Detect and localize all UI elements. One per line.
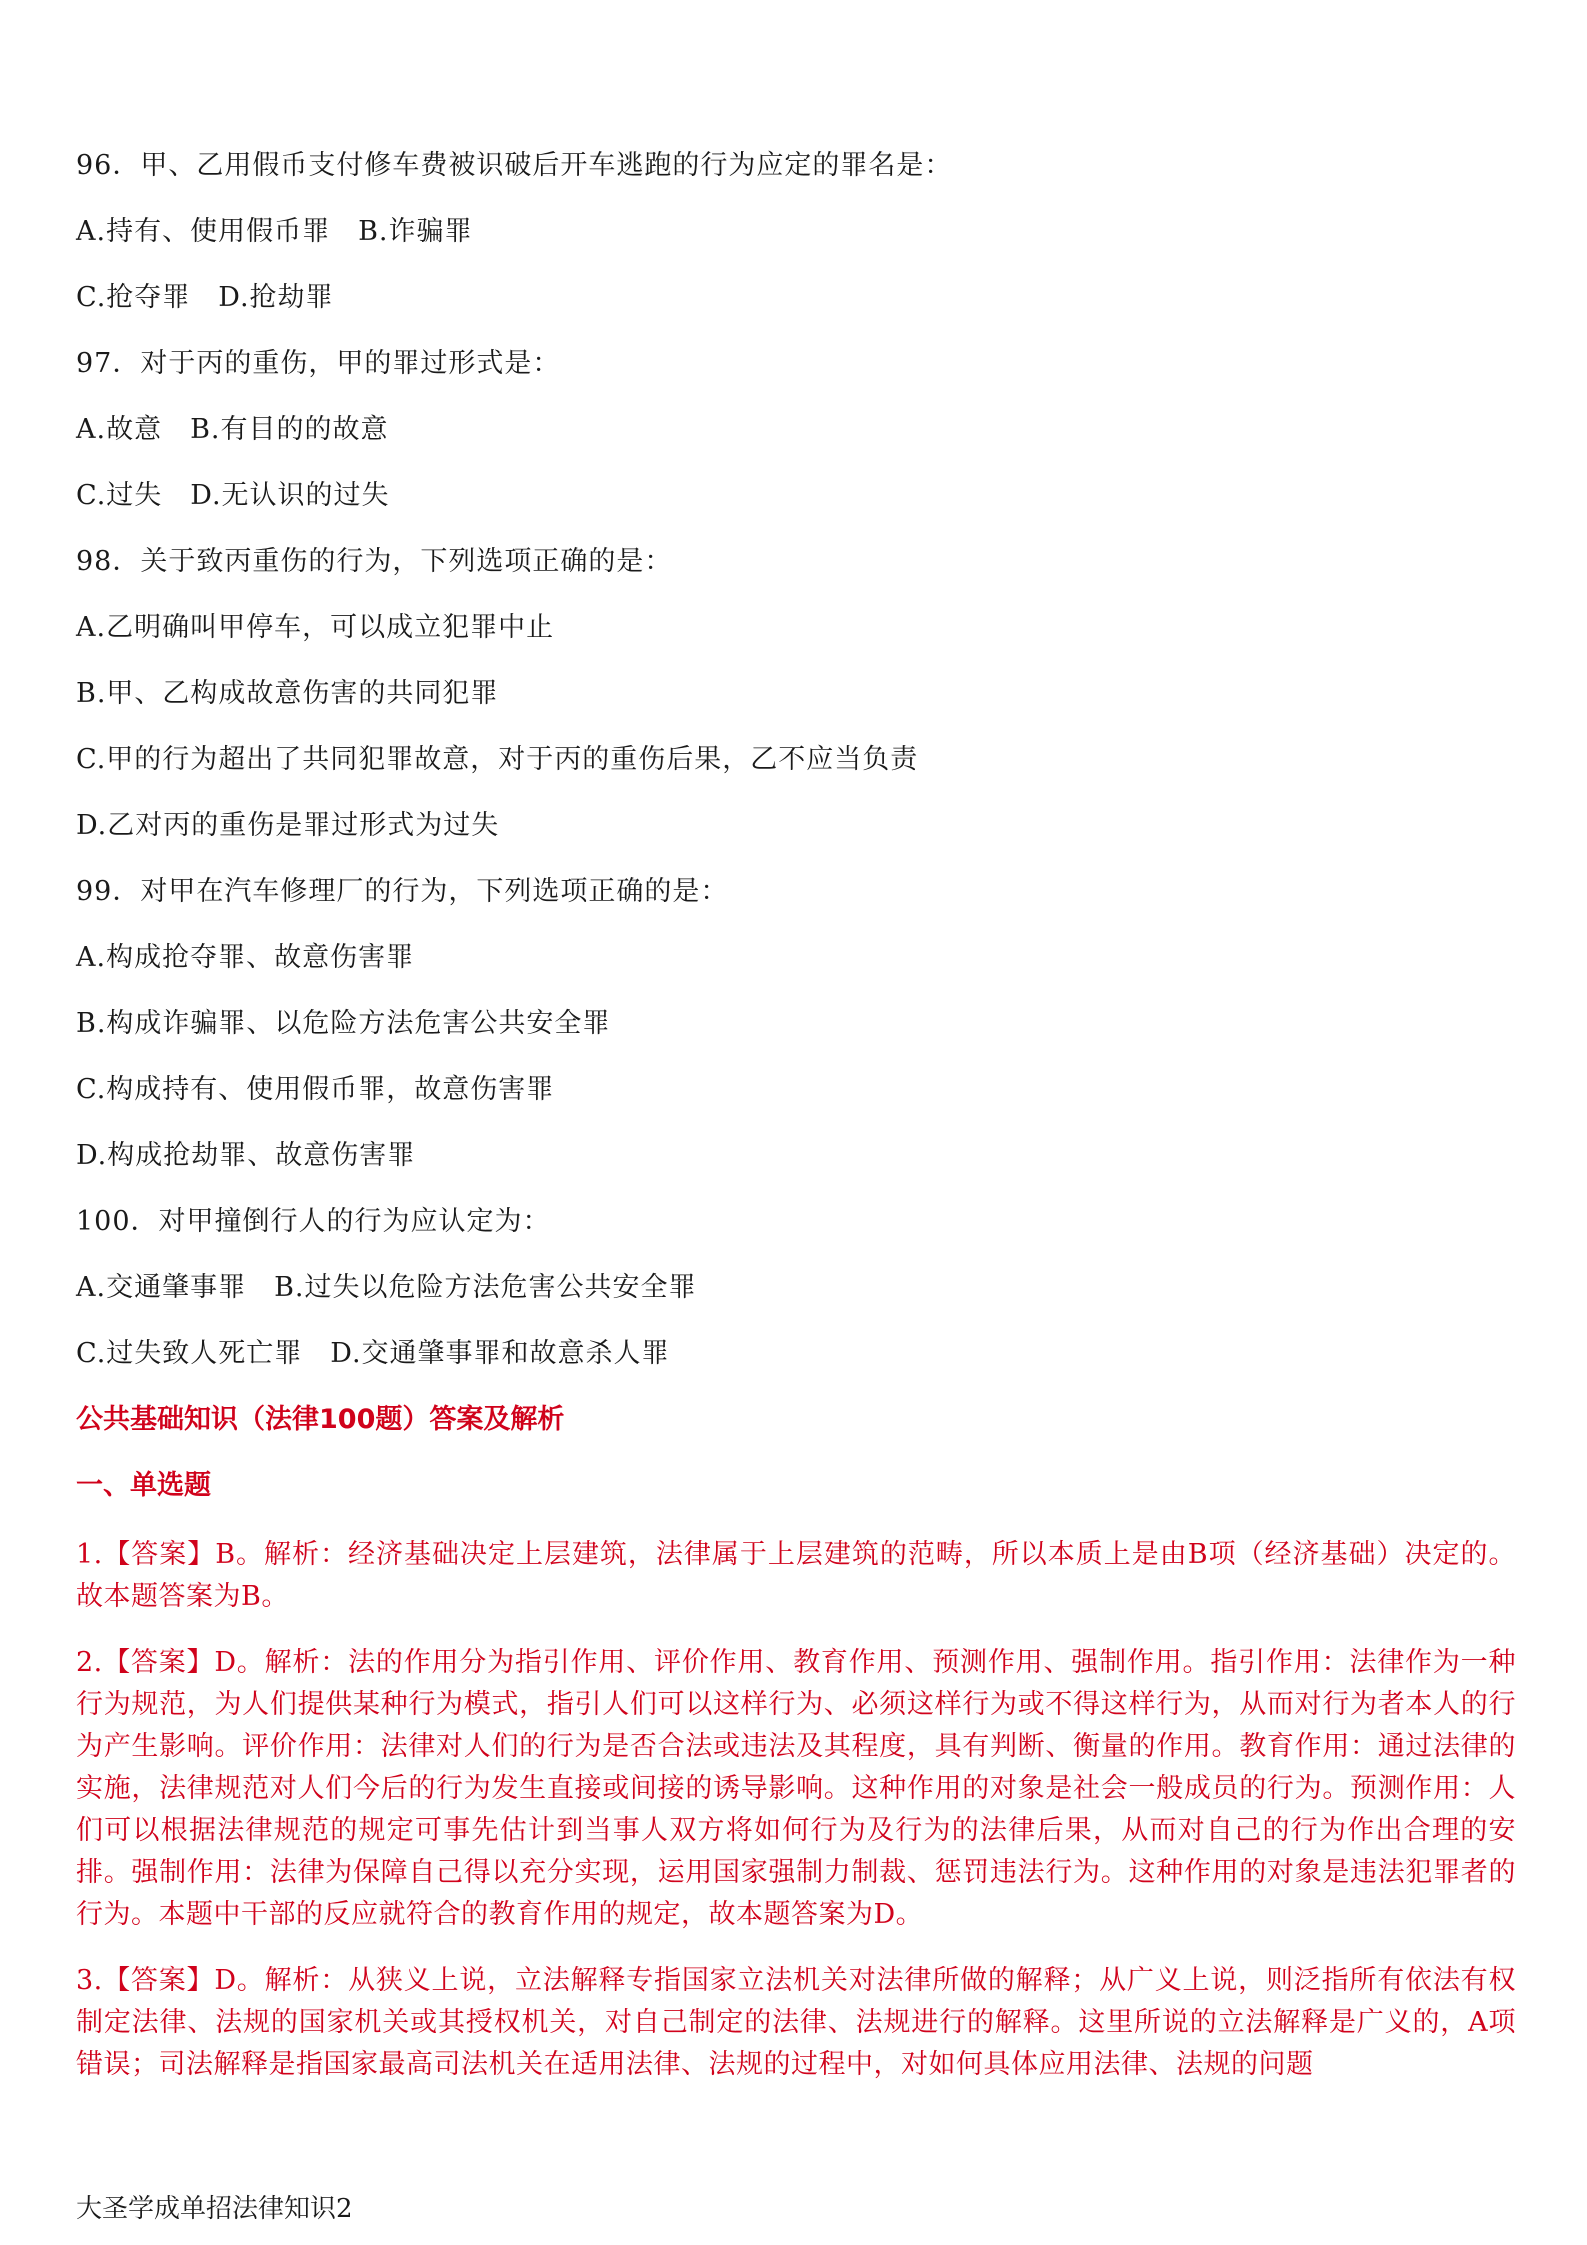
question-99 <box>76 874 1516 1174</box>
question-stem: 96．甲、乙用假币支付修车费被识破后开车逃跑的行为应定的罪名是： <box>76 150 953 181</box>
answers-title: 公共基础知识（法律100题）答案及解析 <box>76 1404 565 1435</box>
question-stem: 97．对于丙的重伤，甲的罪过形式是： <box>76 348 561 379</box>
option-line: D.构成抢劫罪、故意伤害罪 <box>76 1140 416 1171</box>
question-stem: 100．对甲撞倒行人的行为应认定为： <box>76 1206 551 1237</box>
question-97 <box>76 346 1516 514</box>
option-line: A.乙明确叫甲停车，可以成立犯罪中止 <box>76 612 555 643</box>
option-line: B.构成诈骗罪、以危险方法危害公共安全罪 <box>76 1008 611 1039</box>
question-stem: 99．对甲在汽车修理厂的行为，下列选项正确的是： <box>76 876 729 907</box>
question-100 <box>76 1204 1516 1372</box>
option-line: A.持有、使用假币罪 B.诈骗罪 <box>76 216 473 247</box>
answer-item: 1.【答案】B。解析：经济基础决定上层建筑，法律属于上层建筑的范畴，所以本质上是由B项（经济基础）决定的。故本题答案为B。 <box>76 1539 1516 1612</box>
answer-item: 2.【答案】D。解析：法的作用分为指引作用、评价作用、教育作用、预测作用、强制作用。指引作用：法律作为一种行为规范，为人们提供某种行为模式，指引人们可以这样行为、必须这样行为或不得这样行为，从而对行为者本人的行为产生影响。评价作用：法律对人们的行为是否合法或违法及其程度，具有判断、衡量的作用。教育作用：通过法律的实施，法律规范对人们今后的行为发生直接或间接的诱导影响。这种作用的对象是社会一般成员的行为。预测作用：人们可以根据法律规范的规定可事先估计到当事人双方将如何行为及行为的法律后果，从而对自己的行为作出合理的安排。强制作用：法律为保障自己得以充分实现，运用国家强制力制裁、惩罚违法行为。这种作用的对象是违法犯罪者的行为。本题中干部的反应就符合的教育作用的规定，故本题答案为D。 <box>76 1647 1516 1930</box>
question-stem: 98．关于致丙重伤的行为，下列选项正确的是： <box>76 546 673 577</box>
question-98 <box>76 544 1516 844</box>
page-footer: 大圣学成单招法律知识2 <box>76 2194 353 2224</box>
section-title: 一、单选题 <box>76 1470 211 1501</box>
option-line: B.甲、乙构成故意伤害的共同犯罪 <box>76 678 499 709</box>
option-line: C.甲的行为超出了共同犯罪故意，对于丙的重伤后果，乙不应当负责 <box>76 744 919 775</box>
option-line: C.构成持有、使用假币罪，故意伤害罪 <box>76 1074 555 1105</box>
option-line: A.交通肇事罪 B.过失以危险方法危害公共安全罪 <box>76 1272 697 1303</box>
document-body <box>76 148 1516 2110</box>
option-line: A.构成抢夺罪、故意伤害罪 <box>76 942 415 973</box>
answer-item: 3.【答案】D。解析：从狭义上说，立法解释专指国家立法机关对法律所做的解释；从广义上说，则泛指所有依法有权制定法律、法规的国家机关或其授权机关，对自己制定的法律、法规进行的解释。这里所说的立法解释是广义的，A项错误；司法解释是指国家最高司法机关在适用法律、法规的过程中，对如何具体应用法律、法规的问题 <box>76 1965 1516 2080</box>
option-line: C.抢夺罪 D.抢劫罪 <box>76 282 334 313</box>
option-line: D.乙对丙的重伤是罪过形式为过失 <box>76 810 500 841</box>
option-line: A.故意 B.有目的的故意 <box>76 414 389 445</box>
option-line: C.过失致人死亡罪 D.交通肇事罪和故意杀人罪 <box>76 1338 670 1369</box>
option-line: C.过失 D.无认识的过失 <box>76 480 390 511</box>
question-96 <box>76 148 1516 316</box>
